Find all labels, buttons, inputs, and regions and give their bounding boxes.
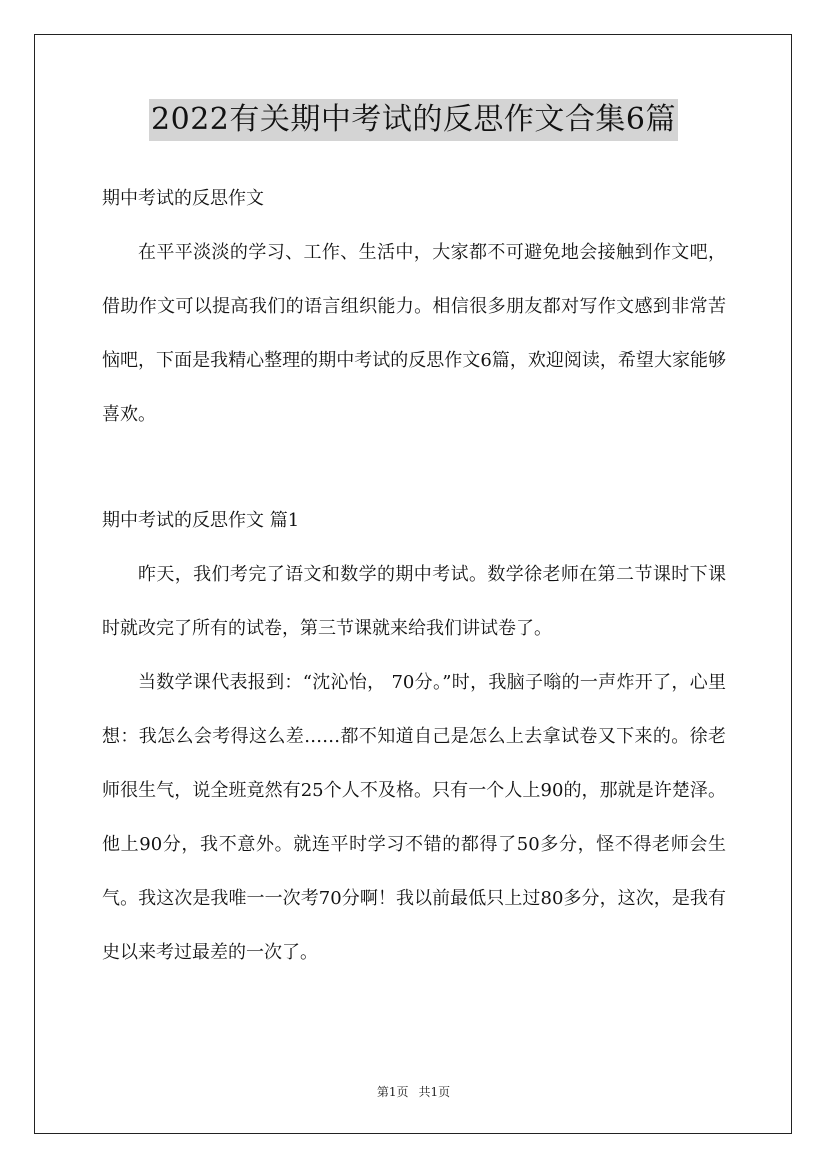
body-paragraph: 昨天，我们考完了语文和数学的期中考试。数学徐老师在第二节课时下课时就改完了所有的试卷，第三节课就来给我们讲试卷了。 bbox=[102, 564, 726, 639]
page-footer bbox=[0, 1083, 827, 1100]
document-body bbox=[102, 172, 726, 980]
section-gap bbox=[102, 442, 726, 494]
section-heading: 期中考试的反思作文 篇1 bbox=[102, 510, 300, 531]
intro-heading: 期中考试的反思作文 bbox=[102, 188, 264, 209]
intro-paragraph: 在平平淡淡的学习、工作、生活中，大家都不可避免地会接触到作文吧，借助作文可以提高我们的语言组织能力。相信很多朋友都对写作文感到非常苦恼吧，下面是我精心整理的期中考试的反思作文6篇，欢迎阅读，希望大家能够喜欢。 bbox=[102, 242, 726, 425]
page-number: 第1页 bbox=[376, 1085, 409, 1099]
document-title: 2022有关期中考试的反思作文合集6篇 bbox=[149, 99, 678, 141]
page-total: 共1页 bbox=[418, 1085, 451, 1099]
title-container bbox=[0, 99, 827, 141]
body-paragraph: 当数学课代表报到：“沈沁怡， 70分。”时，我脑子嗡的一声炸开了，心里想：我怎么会考得这么差……都不知道自己是怎么上去拿试卷又下来的。徐老师很生气，说全班竟然有25个人不及格。只有一个人上90的，那就是许楚泽。他上90分，我不意外。就连平时学习不错的都得了50多分，怪不得老师会生气。我这次是我唯一一次考70分啊！我以前最低只上过80多分，这次，是我有史以来考过最差的一次了。 bbox=[102, 672, 726, 963]
